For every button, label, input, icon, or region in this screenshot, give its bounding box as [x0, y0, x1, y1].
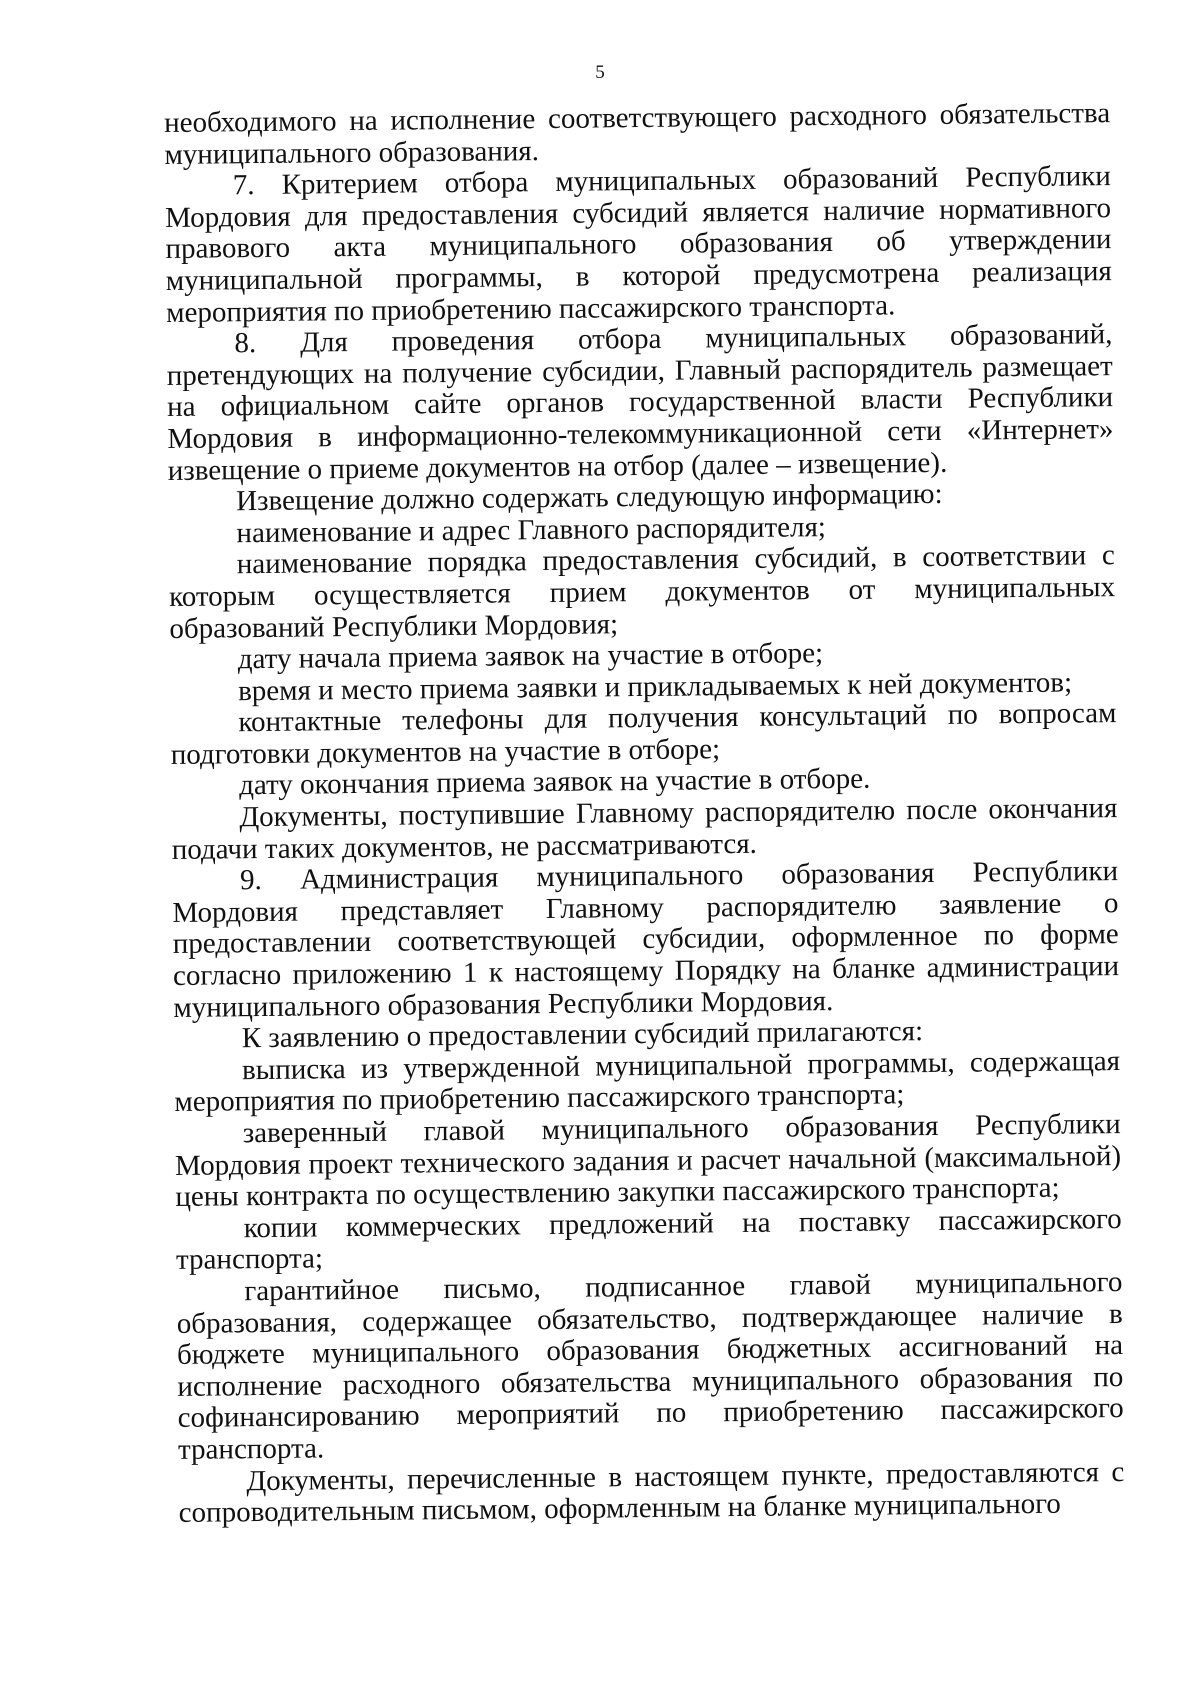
paragraph-9: контактные телефоны для получения консультаций по вопросам подготовки документов на участие в отборе; [170, 697, 1117, 771]
paragraph-12: 9. Администрация муниципального образования Республики Мордовия представляет Главному распорядителю заявление о предоставлении соответствующей субсидии, оформленное по форме согласно приложению 1 к настоящему Порядку на бланке администрации муниципального образования Республики Мордовия. [172, 855, 1120, 1024]
paragraph-2: 7. Критерием отбора муниципальных образований Республики Мордовия для предоставления субсидий является наличие нормативного правового акта муниципального образования об утверждении муниципальной программы, в которой предусмотрена реализация мероприятия по приобретению пассажирского транспорта. [164, 160, 1112, 329]
paragraph-14: выписка из утвержденной муниципальной программы, содержащая мероприятия по приобретению пассажирского транспорта; [174, 1044, 1121, 1119]
paragraph-4: Извещение должно содержать следующую информацию: [235, 477, 943, 518]
paragraph-10: дату окончания приема заявок на участие в отборе. [238, 763, 871, 802]
paragraph-17: гарантийное письмо, подписанное главой муниципального образования, содержащее обязательство, подтверждающее наличие в бюджете муниципального образования бюджетных ассигнований на исполнение расходного обязательства муниципального образования по софинансированию мероприятий по приобретению пассажирского транспорта. [176, 1265, 1124, 1466]
paragraph-3: 8. Для проведения отбора муниципальных образований, претендующих на получение субсидии, Главный распорядитель размещает на официальном сайте органов государственной власти Республики Мордовия в информационно-телекоммуникационной сети «Интернет» извещение о приеме документов на отбор (далее – извещение). [166, 318, 1114, 487]
paragraph-16: копии коммерческих предложений на поставку пассажирского транспорта; [175, 1202, 1122, 1277]
document-body [164, 98, 1125, 1530]
paragraph-15: заверенный главой муниципального образования Республики Мордовия проект технического задания и расчет начальной (максимальной) цены контракта по осуществлению закупки пассажирского транспорта; [174, 1108, 1122, 1214]
paragraph-13: К заявлению о предоставлении субсидий прилагаются: [241, 1015, 924, 1055]
page-number: 5 [595, 62, 605, 83]
paragraph-11: Документы, поступившие Главному распорядителю после окончания подачи таких документов, не рассматриваются. [171, 792, 1118, 866]
paragraph-6: наименование порядка предоставления субсидий, в соответствии с которым осуществляется прием документов от муниципальных образований Республики Мордовия; [168, 539, 1116, 645]
paragraph-5: наименование и адрес Главного распорядителя; [236, 510, 827, 549]
paragraph-7: дату начала приема заявок на участие в отборе; [237, 637, 824, 676]
paragraph-18: Документы, перечисленные в настоящем пункте, предоставляются с сопроводительным письмом, оформленным на бланке муниципального [178, 1455, 1125, 1530]
paragraph-1: необходимого на исполнение соответствующего расходного обязательства муниципального образования. [163, 97, 1111, 171]
paragraph-8: время и место приема заявки и прикладываемых к ней документов; [237, 666, 1073, 707]
